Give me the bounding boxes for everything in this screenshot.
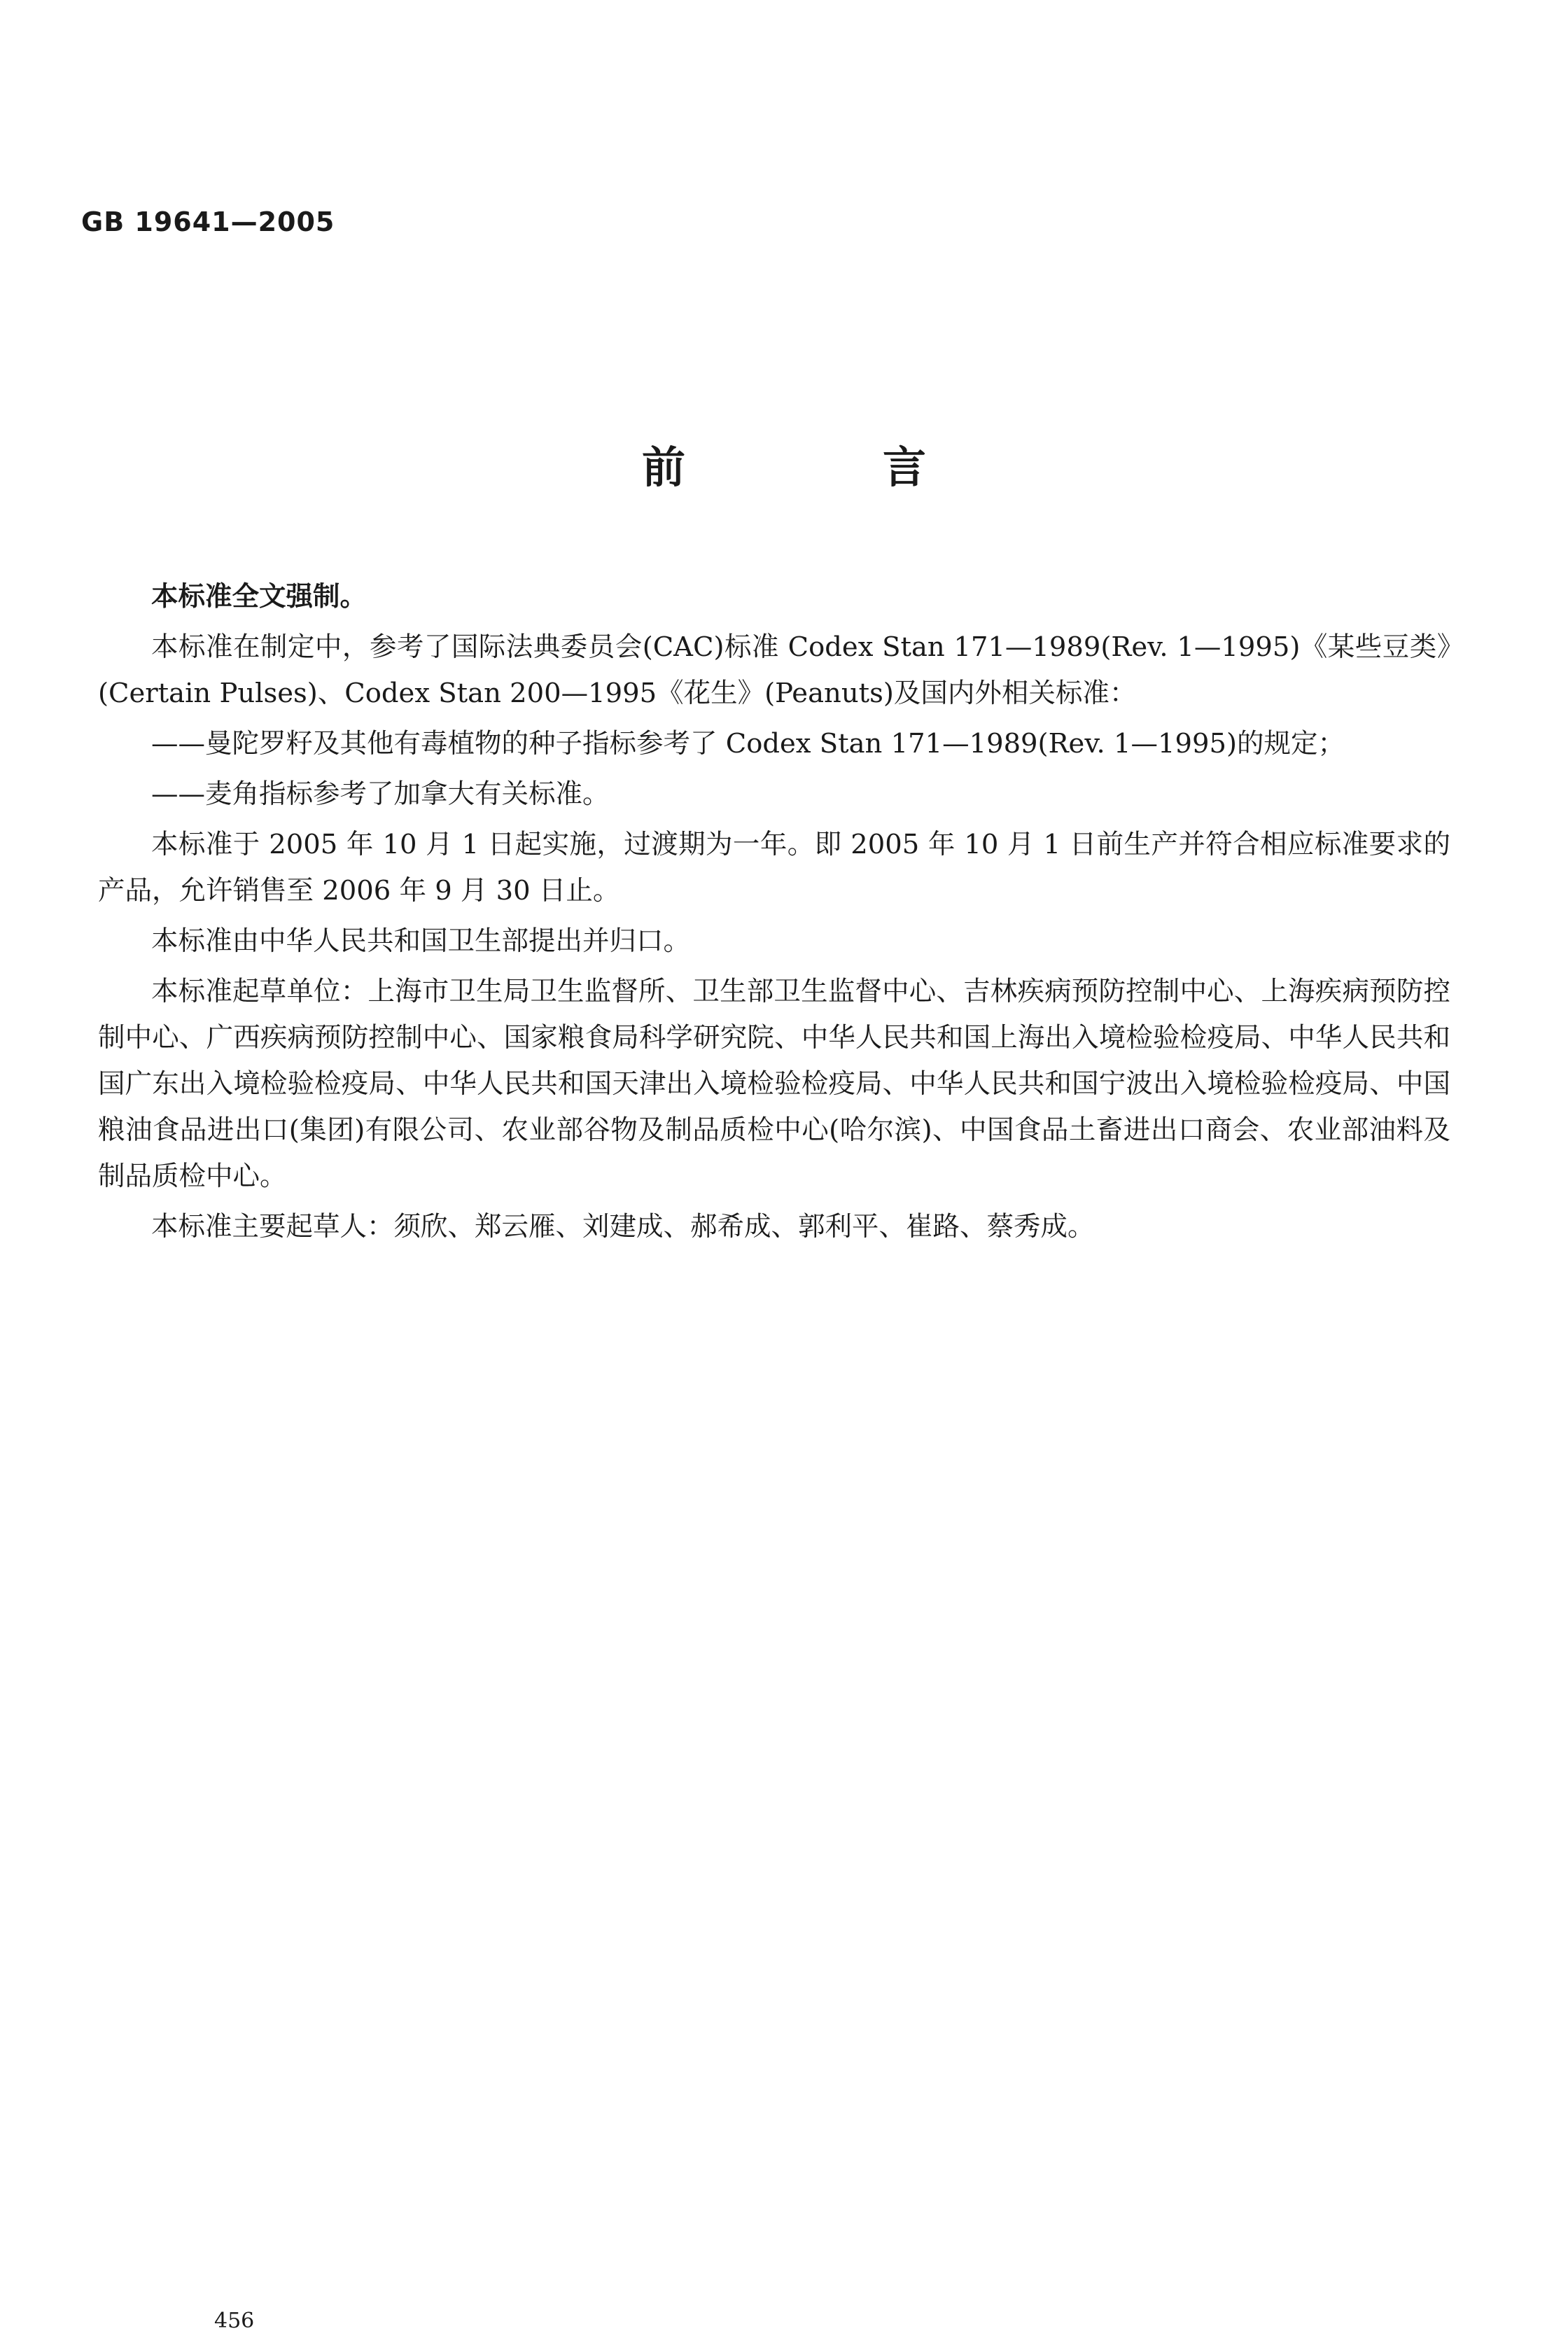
page-title: 前 言 bbox=[641, 442, 1003, 493]
paragraph-mandatory-statement: 本标准全文强制。 bbox=[151, 581, 368, 612]
paragraph-proposer: 本标准由中华人民共和国卫生部提出并归口。 bbox=[151, 925, 691, 957]
paragraph-datura-reference: ——曼陀罗籽及其他有毒植物的种子指标参考了 Codex Stan 171—1989(Rev. 1—1995)的规定； bbox=[151, 728, 1345, 760]
paragraph-drafting-units: 本标准起草单位：上海市卫生局卫生监督所、卫生部卫生监督中心、吉林疾病预防控制中心、上海疾病预防控制中心、广西疾病预防控制中心、国家粮食局科学研究院、中华人民共和国上海出入境检验检疫局、中华人民共和国广东出入境检验检疫局、中华人民共和国天津出入境检验检疫局、中华人民共和国宁波出入境检验检疫局、中国粮油食品进出口(集团)有限公司、农业部谷物及制品质检中心(哈尔滨)、中国食品土畜进出口商会、农业部油料及制品质检中心。 bbox=[98, 976, 1450, 1192]
paragraph-implementation-date: 本标准于 2005 年 10 月 1 日起实施，过渡期为一年。即 2005 年 10 月 1 日前生产并符合相应标准要求的产品，允许销售至 2006 年 9 月 30 日止。 bbox=[98, 829, 1450, 906]
foreword-body bbox=[98, 574, 1450, 1250]
paragraph-ergot-reference: ——麦角指标参考了加拿大有关标准。 bbox=[151, 778, 610, 810]
paragraph-references: 本标准在制定中，参考了国际法典委员会(CAC)标准 Codex Stan 171—1989(Rev. 1—1995)《某些豆类》(Certain Pulses)、Codex Stan 200—1995《花生》(Peanuts)及国内外相关标准： bbox=[98, 631, 1450, 709]
standard-code: GB 19641—2005 bbox=[81, 206, 335, 237]
page-number: 456 bbox=[214, 2309, 255, 2333]
paragraph-drafters: 本标准主要起草人：须欣、郑云雁、刘建成、郝希成、郭利平、崔路、蔡秀成。 bbox=[151, 1211, 1095, 1242]
